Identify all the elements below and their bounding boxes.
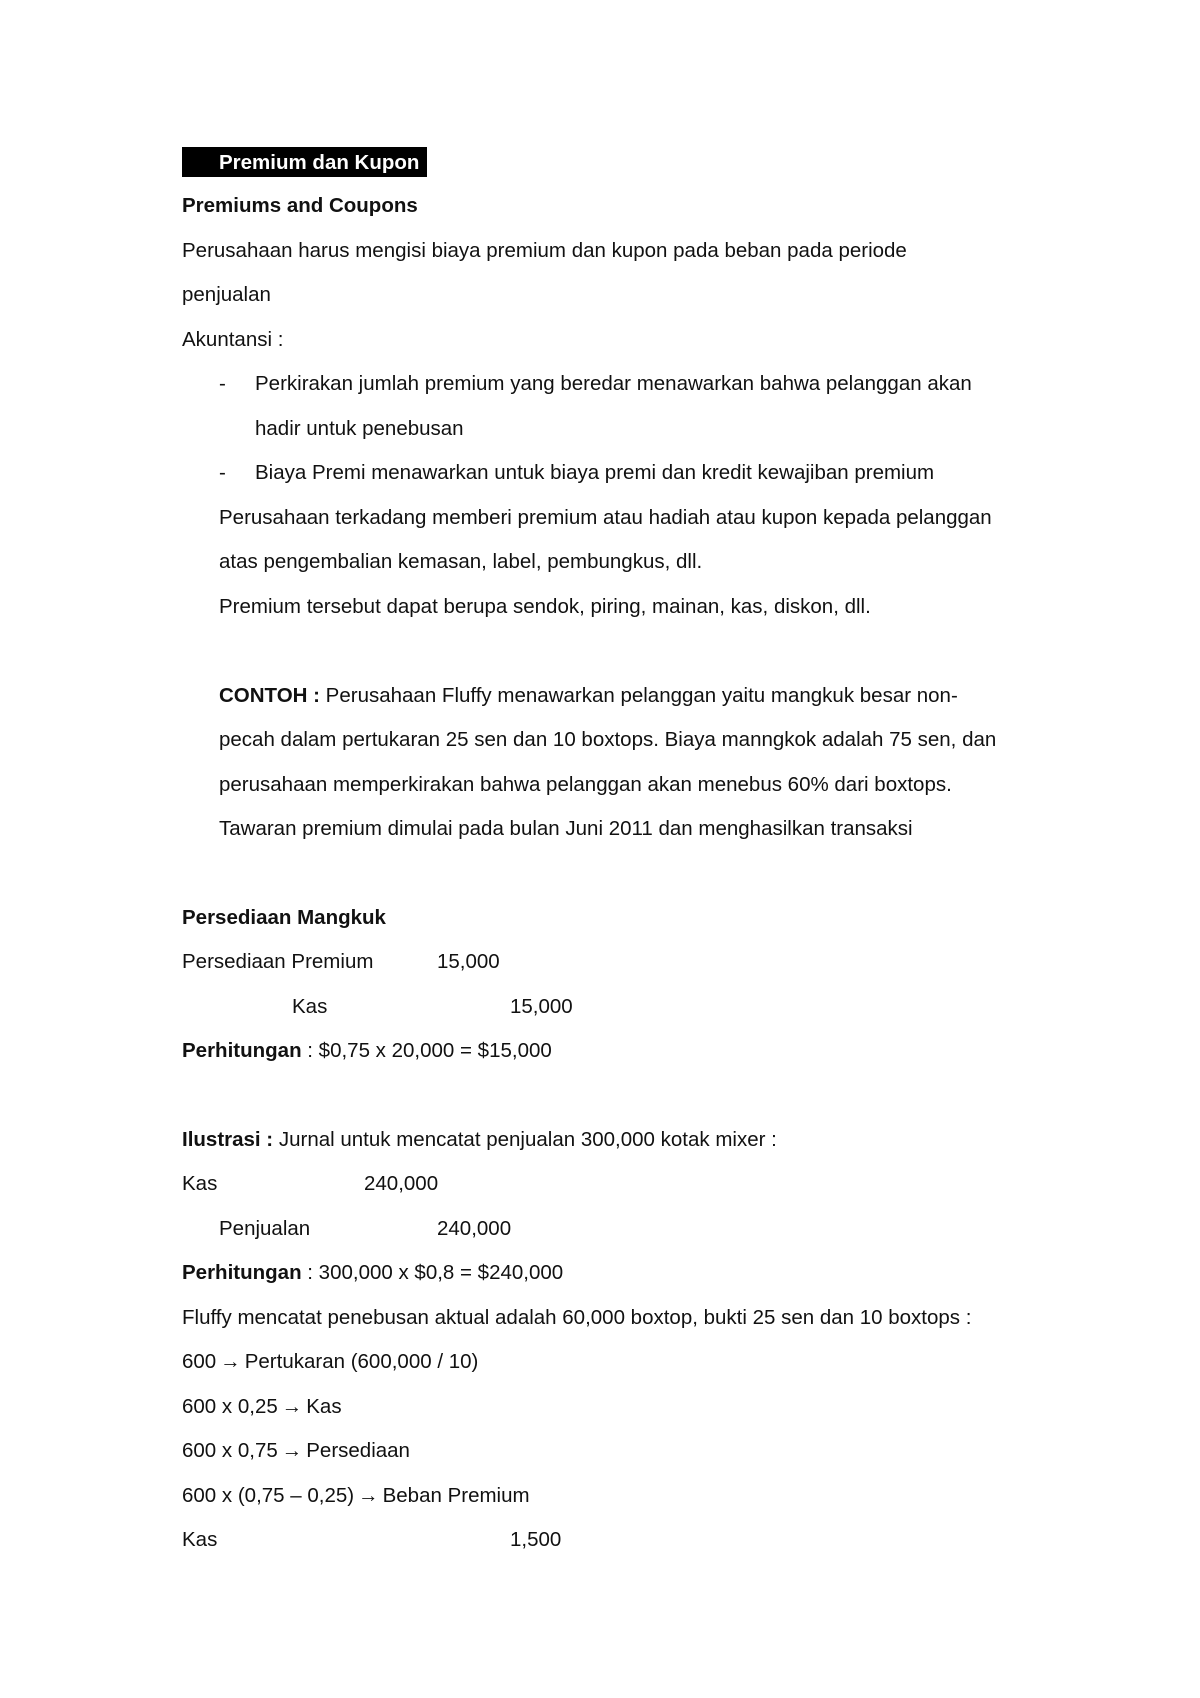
calc-left: 600 x 0,25 (182, 1395, 278, 1418)
persediaan-heading: Persediaan Mangkuk (182, 906, 386, 929)
calc1-line (182, 1037, 552, 1065)
journal1-credit-amount: 15,000 (510, 995, 573, 1018)
perhitungan-label-2: Perhitungan (182, 1261, 302, 1284)
arrow-right-icon: → (220, 1350, 241, 1373)
calc-line (182, 1437, 410, 1465)
contoh-line-4: Tawaran premium dimulai pada bulan Juni 2011 dan menghasilkan transaksi (219, 817, 913, 840)
arrow-right-icon: → (281, 1439, 303, 1462)
journal3-debit-account: Kas (182, 1528, 218, 1551)
journal1-debit-amount: 15,000 (437, 950, 500, 973)
journal2-debit-account: Kas (182, 1172, 218, 1195)
calc-right: Persediaan (306, 1439, 410, 1462)
contoh-line-2: pecah dalam pertukaran 25 sen dan 10 boxtops. Biaya manngkok adalah 75 sen, dan (219, 728, 997, 751)
ilustrasi-text: Jurnal untuk mencatat penjualan 300,000 kotak mixer : (273, 1128, 777, 1151)
contoh-label: CONTOH : (219, 684, 320, 707)
calc-line (182, 1393, 342, 1421)
contoh-line-3: perusahaan memperkirakan bahwa pelanggan akan menebus 60% dari boxtops. (219, 773, 952, 796)
akuntansi-label: Akuntansi : (182, 328, 284, 351)
para1-line-2: atas pengembalian kemasan, label, pembungkus, dll. (219, 550, 703, 573)
arrow-right-icon: → (281, 1395, 303, 1418)
calc2-line (182, 1259, 563, 1287)
journal3-debit-amount: 1,500 (510, 1528, 562, 1551)
bullet-dash-2: - (219, 461, 226, 484)
calc-right: Beban Premium (382, 1484, 530, 1507)
bullet1-line-1: Perkirakan jumlah premium yang beredar menawarkan bahwa pelanggan akan (255, 372, 972, 395)
arrow-right-icon: → (358, 1484, 379, 1507)
perhitungan-label-1: Perhitungan (182, 1039, 302, 1062)
journal2-credit-amount: 240,000 (437, 1217, 512, 1240)
calc-left: 600 (182, 1350, 217, 1373)
calc-right: Pertukaran (600,000 / 10) (244, 1350, 479, 1373)
calc-line (182, 1482, 530, 1510)
para2-line: Premium tersebut dapat berupa sendok, piring, mainan, kas, diskon, dll. (219, 595, 871, 618)
calc-left: 600 x 0,75 (182, 1439, 278, 1462)
ilustrasi-line (182, 1126, 777, 1154)
bullet-dash-1: - (219, 372, 226, 395)
contoh-line-1 (219, 682, 958, 710)
calc1-text: : $0,75 x 20,000 = $15,000 (301, 1039, 552, 1062)
ilustrasi-label: Ilustrasi : (182, 1128, 274, 1151)
bullet2-line: Biaya Premi menawarkan untuk biaya premi dan kredit kewajiban premium (255, 461, 935, 484)
calc2-text: : 300,000 x $0,8 = $240,000 (301, 1261, 564, 1284)
journal2-debit-amount: 240,000 (364, 1172, 439, 1195)
calc-left: 600 x (0,75 – 0,25) (182, 1484, 355, 1507)
heading-highlight: Premium dan Kupon (219, 151, 420, 174)
journal1-credit-account: Kas (292, 995, 328, 1018)
journal2-credit-account: Penjualan (219, 1217, 311, 1240)
intro-line-1: Perusahaan harus mengisi biaya premium dan kupon pada beban pada periode (182, 239, 907, 262)
para1-line-1: Perusahaan terkadang memberi premium atau hadiah atau kupon kepada pelanggan (219, 506, 992, 529)
bullet1-line-2: hadir untuk penebusan (255, 417, 464, 440)
heading-english: Premiums and Coupons (182, 194, 418, 217)
intro-line-2: penjualan (182, 283, 271, 306)
journal1-debit-account: Persediaan Premium (182, 950, 374, 973)
contoh-text-1: Perusahaan Fluffy menawarkan pelanggan yaitu mangkuk besar non- (319, 684, 958, 707)
calc-line (182, 1348, 478, 1376)
calc-right: Kas (306, 1395, 342, 1418)
fluffy-text: Fluffy mencatat penebusan aktual adalah 60,000 boxtop, bukti 25 sen dan 10 boxtops : (182, 1306, 972, 1329)
